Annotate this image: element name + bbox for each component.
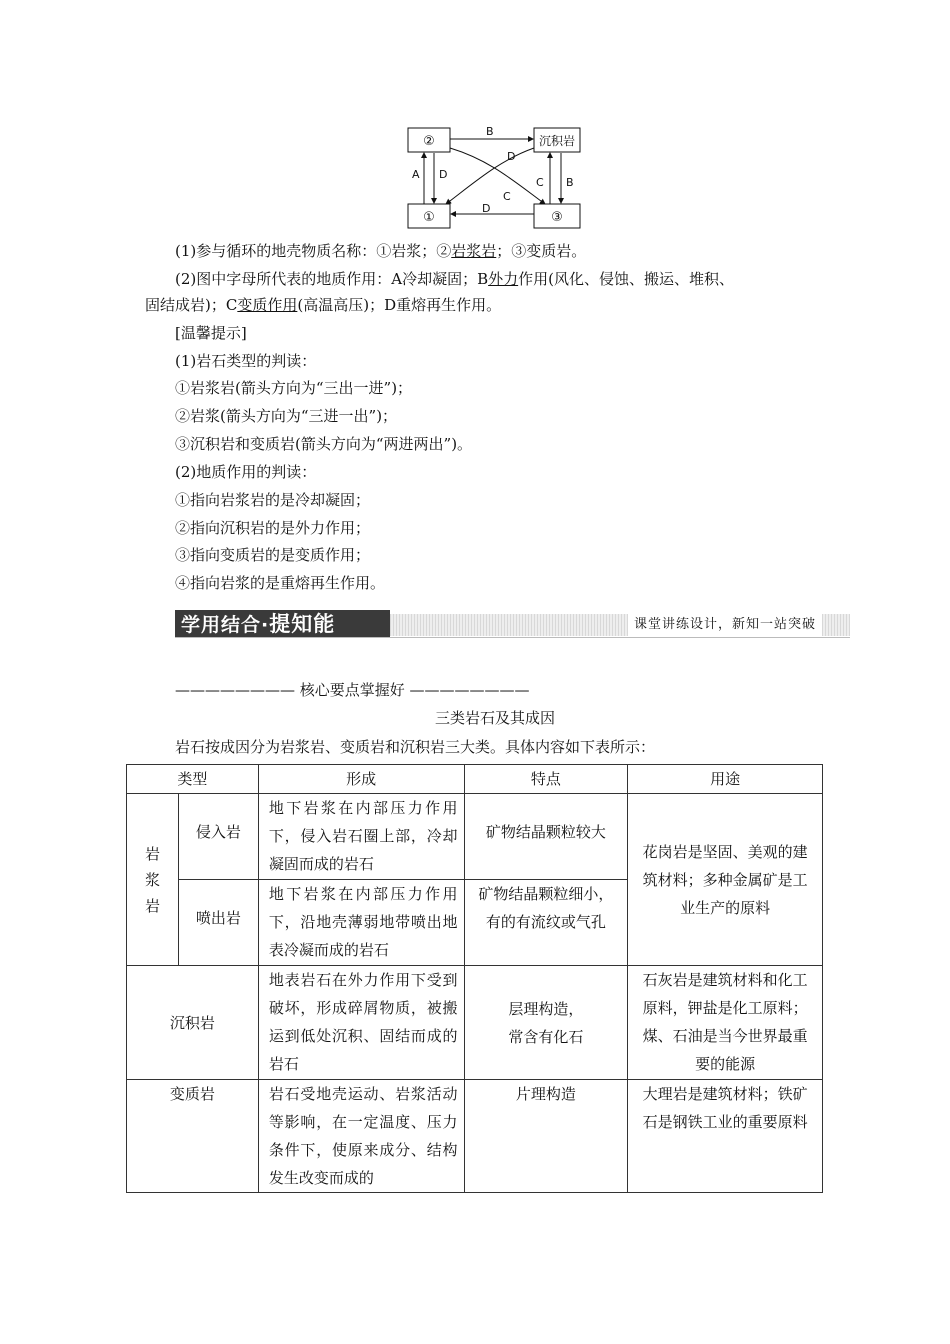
label-arrow-bottom: D <box>482 202 491 215</box>
header-type: 类型 <box>127 765 259 794</box>
cell-intrusive-name: 侵入岩 <box>178 794 258 880</box>
tip-line-8: ③指向变质岩的是变质作用； <box>175 546 371 564</box>
cell-metamorphic-feature: 片理构造 <box>464 1080 628 1193</box>
answer-3-underlined: 变质作用 <box>237 296 298 314</box>
arrow-diag-d <box>450 148 545 204</box>
answer-line-2 <box>175 266 734 292</box>
tip-line-7: ②指向沉积岩的是外力作用； <box>175 519 371 537</box>
cell-sedimentary-feature <box>464 966 628 1080</box>
label-arrow-top: B <box>486 125 494 138</box>
cell-extrusive-name: 喷出岩 <box>178 880 258 966</box>
answer-1-text: (1)参与循环的地壳物质名称：①岩浆；② <box>175 242 452 260</box>
tip-line-1: (1)岩石类型的判读： <box>175 352 317 370</box>
banner-title-b: 提知能 <box>269 612 336 636</box>
section-intro: 岩石按成因分为岩浆岩、变质岩和沉积岩三大类。具体内容如下表所示： <box>175 738 656 756</box>
tip-line-4: ③沉积岩和变质岩(箭头方向为“两进两出”)。 <box>175 435 473 453</box>
answer-3-text: 固结成岩)；C <box>145 296 238 314</box>
arrow-diag-c <box>446 148 534 204</box>
header-use: 用途 <box>628 765 823 794</box>
banner-subtitle-strip <box>390 614 850 636</box>
cell-sedimentary-use: 石灰岩是建筑材料和化工原料，钾盐是化工原料；煤、石油是当今世界最重要的能源 <box>628 966 823 1080</box>
cell-metamorphic-name: 变质岩 <box>127 1080 259 1193</box>
answer-1-underlined: 岩浆岩 <box>451 242 497 260</box>
cell-sedimentary-formation: 地表岩石在外力作用下受到破坏，形成碎屑物质，被搬运到低处沉积、固结而成的岩石 <box>258 966 464 1080</box>
table-row-metamorphic <box>127 1080 823 1193</box>
answer-3-text-end: (高温高压)；D重熔再生作用。 <box>297 296 502 314</box>
answer-2-underlined: 外力 <box>488 270 519 288</box>
tip-line-3: ②岩浆(箭头方向为“三进一出”)； <box>175 407 398 425</box>
cell-magmatic-text: 岩浆岩 <box>144 844 160 915</box>
sedimentary-feature-1: 层理构造， <box>508 999 584 1018</box>
banner-rule <box>175 637 850 638</box>
tip-line-9: ④指向岩浆的是重熔再生作用。 <box>175 574 386 592</box>
cell-metamorphic-use: 大理岩是建筑材料；铁矿石是钢铁工业的重要原料 <box>628 1080 823 1193</box>
header-feature: 特点 <box>464 765 628 794</box>
rock-cycle-svg <box>400 120 590 232</box>
label-arrow-left-up: A <box>412 168 420 181</box>
label-arrow-diag-d: D <box>507 150 516 163</box>
label-arrow-right-up: C <box>536 176 544 189</box>
answer-2-text: (2)图中字母所代表的地质作用：A冷却凝固；B <box>175 270 489 288</box>
cell-magmatic <box>127 794 179 966</box>
cell-extrusive-feature: 矿物结晶颗粒细小，有的有流纹或气孔 <box>464 880 628 966</box>
label-arrow-diag-c: C <box>503 190 511 203</box>
cell-sedimentary-name: 沉积岩 <box>127 966 259 1080</box>
label-box-top-left: ② <box>423 134 435 149</box>
tip-title: [温馨提示] <box>175 324 247 342</box>
tip-line-2: ①岩浆岩(箭头方向为“三出一进”)； <box>175 379 413 397</box>
label-arrow-right-down: B <box>566 176 574 189</box>
rock-cycle-diagram <box>400 120 590 232</box>
cell-intrusive-formation: 地下岩浆在内部压力作用下，侵入岩石圈上部，冷却凝固而成的岩石 <box>258 794 464 880</box>
cell-extrusive-formation: 地下岩浆在内部压力作用下，沿地壳薄弱地带喷出地表冷凝而成的岩石 <box>258 880 464 966</box>
rock-types-table <box>126 764 823 1193</box>
label-box-top-right: 沉积岩 <box>538 134 576 148</box>
cell-magmatic-use: 花岗岩是坚固、美观的建筑材料；多种金属矿是工业生产的原料 <box>628 794 823 966</box>
answer-2-text-end: 作用(风化、侵蚀、搬运、堆积、 <box>518 270 734 288</box>
cell-metamorphic-formation: 岩石受地壳运动、岩浆活动等影响，在一定温度、压力条件下，使原来成分、结构发生改变而成的 <box>258 1080 464 1193</box>
label-arrow-left-down: D <box>439 168 448 181</box>
label-box-bottom-right: ③ <box>551 210 563 225</box>
answer-1-text-end: ；③变质岩。 <box>496 242 587 260</box>
table-row-sedimentary <box>127 966 823 1080</box>
answer-line-1 <box>175 238 586 264</box>
section-title: 三类岩石及其成因 <box>434 709 555 727</box>
section-banner <box>175 610 850 638</box>
sedimentary-feature-2: 常含有化石 <box>508 1027 584 1046</box>
cell-intrusive-feature: 矿物结晶颗粒较大 <box>464 794 628 880</box>
banner-title-a: 学用结合· <box>181 614 270 636</box>
banner-title <box>175 610 390 638</box>
tip-line-5: (2)地质作用的判读： <box>175 463 317 481</box>
label-box-bottom-left: ① <box>423 210 435 225</box>
table-header-row <box>127 765 823 794</box>
section-divider: ———————— 核心要点掌握好 ———————— <box>175 681 530 699</box>
banner-subtitle: 课堂讲练设计，新知一站突破 <box>628 614 822 636</box>
header-formation: 形成 <box>258 765 464 794</box>
tip-line-6: ①指向岩浆岩的是冷却凝固； <box>175 491 371 509</box>
answer-line-3 <box>145 292 501 318</box>
table-row-intrusive <box>127 794 823 880</box>
